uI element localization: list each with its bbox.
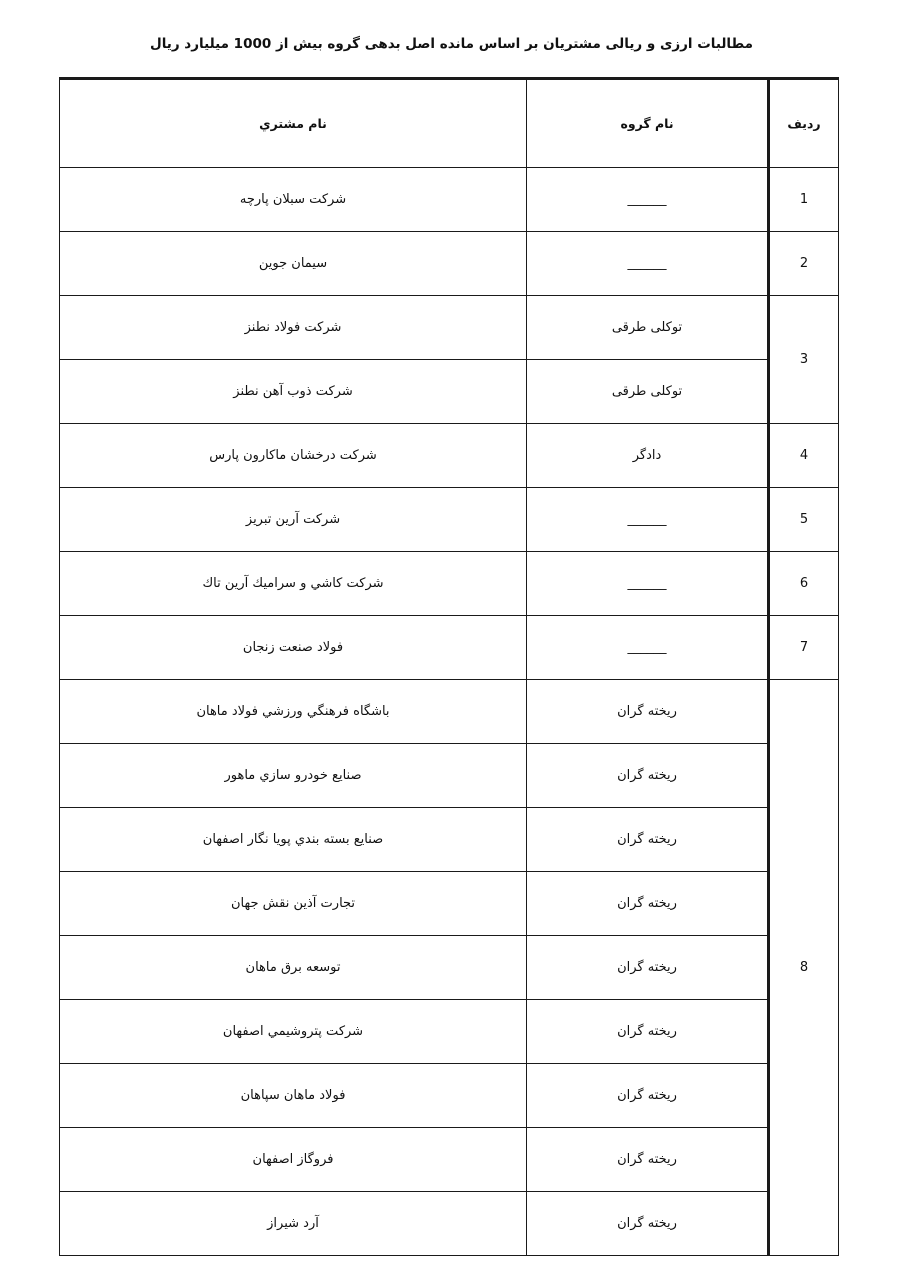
customer-cell: سیمان جوین xyxy=(60,232,527,296)
group-cell: ______ xyxy=(527,488,769,552)
customer-cell: توسعه برق ماهان xyxy=(60,936,527,1000)
rank-cell: 6 xyxy=(769,552,839,616)
customer-cell: شرکت آرین تبریز xyxy=(60,488,527,552)
rank-cell: 4 xyxy=(769,424,839,488)
group-cell: ریخته گران xyxy=(527,1192,769,1256)
group-cell: ______ xyxy=(527,168,769,232)
rank-cell: 8 xyxy=(769,680,839,1256)
table-row xyxy=(60,360,839,424)
customer-cell: فروگاز اصفهان xyxy=(60,1128,527,1192)
document-title: مطالبات ارزی و ریالی مشتریان بر اساس مانده اصل بدهی گروه بیش از 1000 میلیارد ریال xyxy=(149,36,753,52)
table-row xyxy=(60,808,839,872)
table-header-row xyxy=(60,79,839,168)
group-cell: ریخته گران xyxy=(527,680,769,744)
group-cell: توکلی طرقی xyxy=(527,360,769,424)
table-row xyxy=(60,488,839,552)
table-row xyxy=(60,232,839,296)
table-row xyxy=(60,424,839,488)
group-cell: ریخته گران xyxy=(527,1128,769,1192)
group-cell: ______ xyxy=(527,552,769,616)
group-cell: ریخته گران xyxy=(527,744,769,808)
group-cell: ریخته گران xyxy=(527,1000,769,1064)
customer-cell: شرکت ذوب آهن نطنز xyxy=(60,360,527,424)
customer-cell: صنايع خودرو سازي ماهور xyxy=(60,744,527,808)
table-row xyxy=(60,1064,839,1128)
table-row xyxy=(60,1000,839,1064)
group-cell: ______ xyxy=(527,232,769,296)
table-row xyxy=(60,552,839,616)
customer-cell: شرکت درخشان ماکارون پارس xyxy=(60,424,527,488)
header-group-name: نام گروه xyxy=(527,79,769,168)
customer-cell: تجارت آذين نقش جهان xyxy=(60,872,527,936)
table-row xyxy=(60,936,839,1000)
group-cell: دادگر xyxy=(527,424,769,488)
table-row xyxy=(60,616,839,680)
rank-cell: 2 xyxy=(769,232,839,296)
group-cell: ریخته گران xyxy=(527,808,769,872)
customer-cell: فولاد ماهان سپاهان xyxy=(60,1064,527,1128)
rank-cell: 1 xyxy=(769,168,839,232)
header-customer-name: نام مشتري xyxy=(60,79,527,168)
group-cell: ریخته گران xyxy=(527,1064,769,1128)
table-row xyxy=(60,1128,839,1192)
customer-cell: شركت پتروشيمي اصفهان xyxy=(60,1000,527,1064)
group-cell: ______ xyxy=(527,616,769,680)
customer-cell: شرکت فولاد نطنز xyxy=(60,296,527,360)
customer-cell: فولاد صنعت زنجان xyxy=(60,616,527,680)
rank-cell: 3 xyxy=(769,296,839,424)
customer-cell: شرکت سبلان پارچه xyxy=(60,168,527,232)
customers-table xyxy=(59,77,839,1256)
customer-cell: صنايع بسته بندي پويا نگار اصفهان xyxy=(60,808,527,872)
table-row xyxy=(60,872,839,936)
group-cell: ریخته گران xyxy=(527,872,769,936)
customer-cell: شرکت كاشي و سراميك آرين تاك xyxy=(60,552,527,616)
customer-cell: باشگاه فرهنگي ورزشي فولاد ماهان xyxy=(60,680,527,744)
table-row xyxy=(60,744,839,808)
table-row xyxy=(60,168,839,232)
table-row xyxy=(60,680,839,744)
customer-cell: آرد شیراز xyxy=(60,1192,527,1256)
header-rank: ردیف xyxy=(769,79,839,168)
table-row xyxy=(60,296,839,360)
rank-cell: 5 xyxy=(769,488,839,552)
rank-cell: 7 xyxy=(769,616,839,680)
group-cell: ریخته گران xyxy=(527,936,769,1000)
group-cell: توکلی طرقی xyxy=(527,296,769,360)
table-row xyxy=(60,1192,839,1256)
